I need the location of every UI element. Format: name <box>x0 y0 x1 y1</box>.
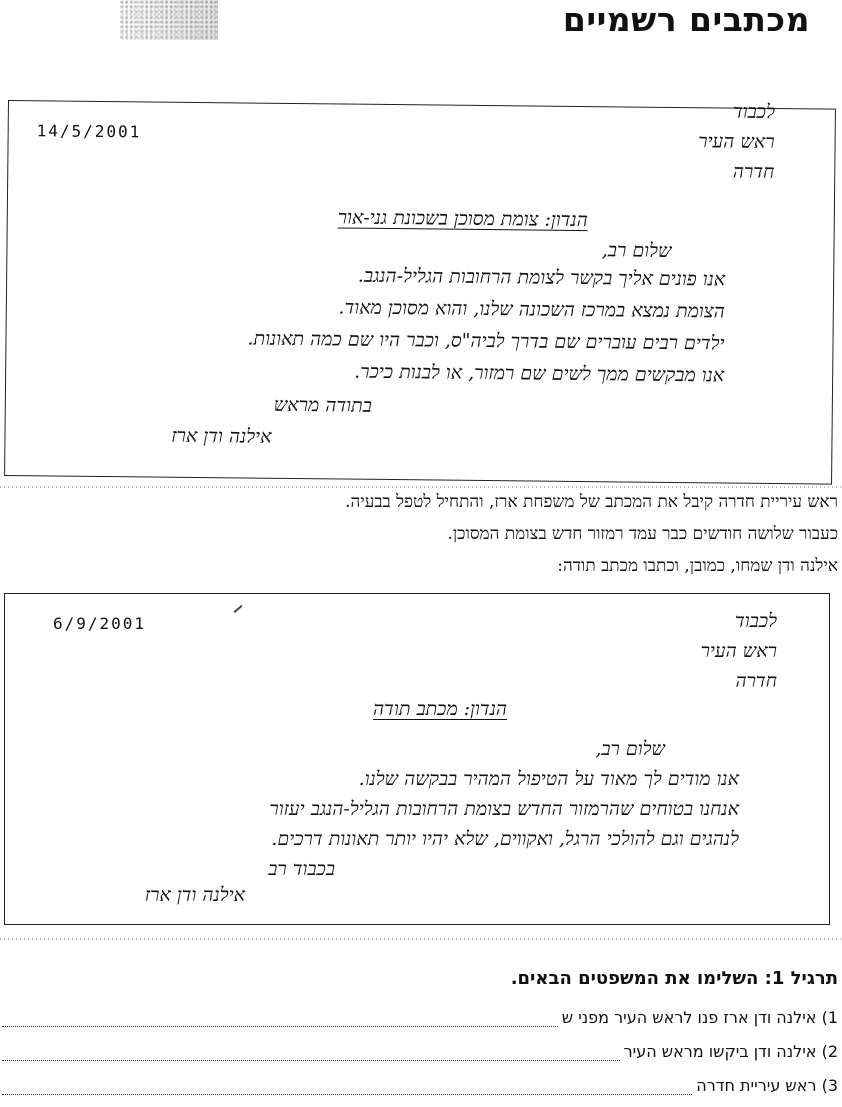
letter-2-to-line-3: חדרה <box>735 670 777 692</box>
letter-1-signature: אילנה ודן ארז <box>171 424 272 448</box>
exercise-item-1-text: 1) אילנה ודן ארז פנו לראש העיר מפני ש <box>561 1008 838 1027</box>
scan-noise-line-2 <box>0 938 842 940</box>
letter-2-subject: הנדון: מכתב תודה <box>373 698 507 720</box>
letter-1-subject: הנדון: צומת מסוכן בשכונת גני-אור <box>337 206 588 232</box>
exercise-item-3-text: 3) ראש עיריית חדרה <box>696 1076 838 1095</box>
letter-2-signature: אילנה ודן ארז <box>144 884 245 906</box>
narrative-line-2: כעבור שלושה חודשים כבר עמד רמזור חדש בצומת המסוכן. <box>447 524 838 544</box>
letter-1-body-line-3: ילדים רבים עוברים שם בדרך לביה"ס, וכבר היו שם כמה תאונות. <box>247 327 725 355</box>
exercise-item-2-answer-line[interactable] <box>2 1046 620 1061</box>
narrative-line-1: ראש עיריית חדרה קיבל את המכתב של משפחת ארז, והתחיל לטפל בבעיה. <box>345 492 838 512</box>
narrative-line-3: אילנה ודן שמחו, כמובן, וכתבו מכתב תודה: <box>557 556 838 576</box>
exercise-item-3 <box>2 1076 838 1095</box>
letter-1-to-line-3: חדרה <box>732 160 775 184</box>
letter-2-body-line-1: אנו מודים לך מאוד על הטיפול המהיר בבקשה שלנו. <box>358 768 739 790</box>
scan-noise-line <box>0 486 842 488</box>
scan-texture-decoration <box>120 0 218 40</box>
letter-1-date: 14/5/2001 <box>36 121 142 142</box>
letter-2-to-line-2: ראש העיר <box>700 640 777 662</box>
exercise-item-2-text: 2) אילנה ודן ביקשו מראש העיר <box>623 1042 838 1061</box>
page-title: מכתבים רשמיים <box>562 0 810 39</box>
letter-1-body-line-4: אנו מבקשים ממך לשים שם רמזור, או לבנות כיכר. <box>354 360 725 387</box>
letter-1-closing: בתודה מראש <box>273 393 372 417</box>
pen-mark <box>234 605 243 613</box>
exercise-item-1-answer-line[interactable] <box>2 1012 558 1027</box>
letter-2-to-line-1: לכבוד <box>735 610 777 632</box>
letter-1-body-line-1: אנו פונים אליך בקשר לצומת הרחובות הגליל-הנגב. <box>357 264 726 291</box>
letter-2-closing: בכבוד רב <box>268 858 335 880</box>
letter-1-box <box>4 100 836 485</box>
letter-2-date: 6/9/2001 <box>53 614 147 633</box>
exercise-item-1 <box>2 1008 838 1027</box>
letter-2-greeting: שלום רב, <box>595 738 665 760</box>
exercise-item-3-answer-line[interactable] <box>2 1080 692 1095</box>
letter-2-box <box>4 593 830 925</box>
letter-1-greeting: שלום רב, <box>601 239 672 262</box>
exercise-title: תרגיל 1: השלימו את המשפטים הבאים. <box>510 968 838 989</box>
exercise-item-2 <box>2 1042 838 1061</box>
letter-1-to-line-1: לכבוד <box>732 100 776 124</box>
letter-1-to-line-2: ראש העיר <box>698 130 775 154</box>
letter-1-body-line-2: הצומת נמצא במרכז השכונה שלנו, והוא מסוכן מאוד. <box>338 296 725 323</box>
letter-2-body-line-2: אנחנו בטוחים שהרמזור החדש בצומת הרחובות הגליל-הנגב יעזור <box>269 798 739 820</box>
letter-2-body-line-3: לנהגים וגם להולכי הרגל, ואקווים, שלא יהיו יותר תאונות דרכים. <box>271 828 739 850</box>
